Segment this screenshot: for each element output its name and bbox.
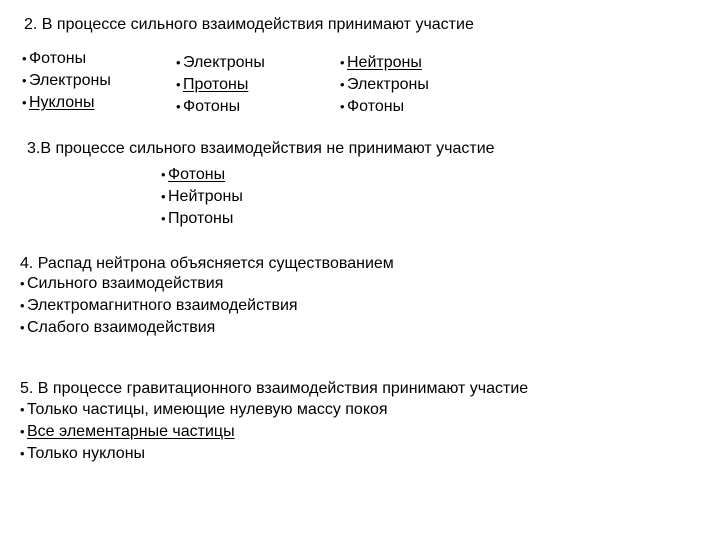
option-text: Фотоны <box>29 50 87 67</box>
bullet-icon: • <box>176 77 181 92</box>
option-text: Фотоны <box>347 98 405 115</box>
option-text-underlined: Нуклоны <box>29 94 95 111</box>
option-text-underlined: Нейтроны <box>347 54 422 71</box>
bullet-icon: • <box>20 424 25 439</box>
list-item <box>22 48 111 70</box>
list-item <box>161 208 243 230</box>
list-item <box>340 96 429 118</box>
bullet-icon: • <box>161 211 166 226</box>
list-item <box>161 164 243 186</box>
list-item <box>340 74 429 96</box>
question-3-options <box>161 164 243 230</box>
bullet-icon: • <box>161 167 166 182</box>
option-text: Электроны <box>29 72 111 89</box>
list-item <box>161 186 243 208</box>
question-2-options-group-2 <box>176 52 265 118</box>
list-item <box>340 52 429 74</box>
bullet-icon: • <box>20 298 25 313</box>
bullet-icon: • <box>22 51 27 66</box>
bullet-icon: • <box>22 95 27 110</box>
bullet-icon: • <box>20 446 25 461</box>
list-item <box>20 273 298 295</box>
option-text: Слабого взаимодействия <box>27 319 216 336</box>
option-text: Электромагнитного взаимодействия <box>27 297 298 314</box>
list-item <box>20 443 388 465</box>
list-item <box>20 295 298 317</box>
list-item <box>176 52 265 74</box>
question-5-options <box>20 399 388 465</box>
list-item <box>20 421 388 443</box>
bullet-icon: • <box>20 320 25 335</box>
question-4-options <box>20 273 298 339</box>
list-item <box>20 399 388 421</box>
option-text-underlined: Фотоны <box>168 166 226 183</box>
bullet-icon: • <box>340 77 345 92</box>
bullet-icon: • <box>22 73 27 88</box>
option-text-underlined: Протоны <box>183 76 249 93</box>
bullet-icon: • <box>20 276 25 291</box>
question-2-title: 2. В процессе сильного взаимодействия принимают участие <box>24 16 474 33</box>
question-2-options-group-1 <box>22 48 111 114</box>
list-item <box>22 70 111 92</box>
list-item <box>20 317 298 339</box>
option-text: Только частицы, имеющие нулевую массу покоя <box>27 401 388 418</box>
option-text: Сильного взаимодействия <box>27 275 224 292</box>
bullet-icon: • <box>340 55 345 70</box>
option-text: Электроны <box>347 76 429 93</box>
question-2-options-group-3 <box>340 52 429 118</box>
option-text: Только нуклоны <box>27 445 146 462</box>
question-5-title: 5. В процессе гравитационного взаимодействия принимают участие <box>20 380 529 397</box>
bullet-icon: • <box>161 189 166 204</box>
list-item <box>176 74 265 96</box>
bullet-icon: • <box>20 402 25 417</box>
option-text: Нейтроны <box>168 188 243 205</box>
bullet-icon: • <box>340 99 345 114</box>
question-3-title: 3.В процессе сильного взаимодействия не принимают участие <box>27 140 495 157</box>
question-4-title: 4. Распад нейтрона объясняется существованием <box>20 255 394 272</box>
list-item <box>176 96 265 118</box>
bullet-icon: • <box>176 55 181 70</box>
option-text: Электроны <box>183 54 265 71</box>
list-item <box>22 92 111 114</box>
bullet-icon: • <box>176 99 181 114</box>
option-text: Протоны <box>168 210 234 227</box>
option-text-underlined: Все элементарные частицы <box>27 423 235 440</box>
option-text: Фотоны <box>183 98 241 115</box>
